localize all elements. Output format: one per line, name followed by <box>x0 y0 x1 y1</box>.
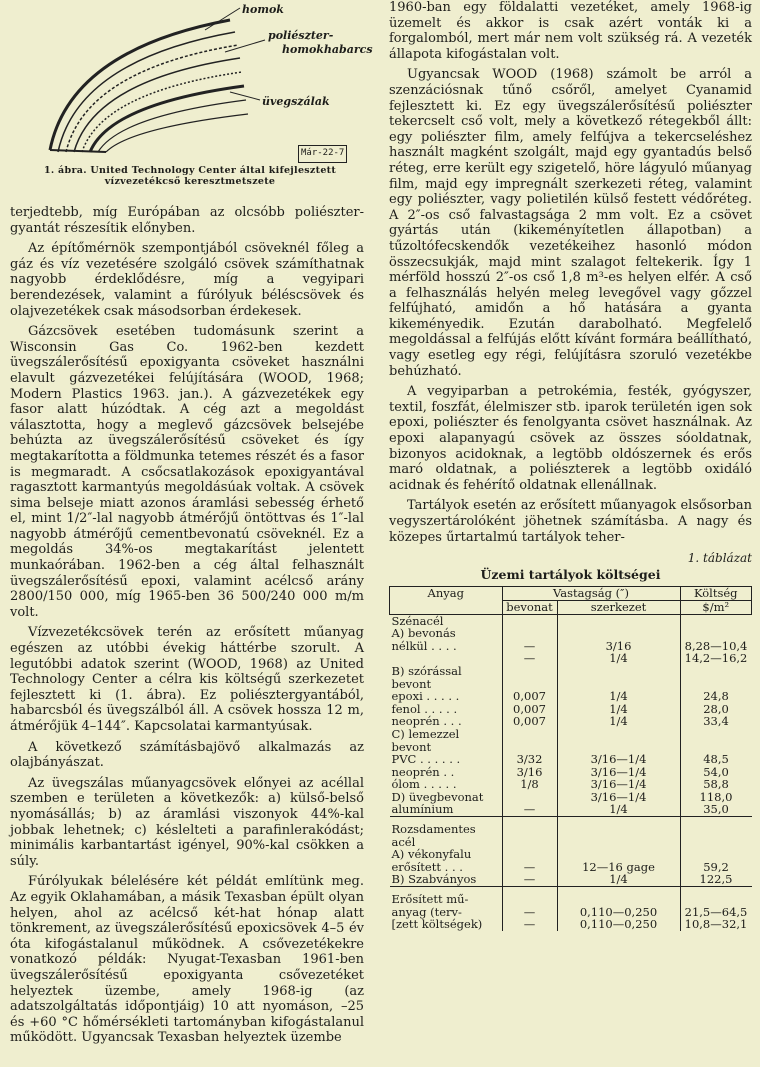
table-cell: Erősített mű- <box>390 887 503 906</box>
table-row <box>390 873 752 886</box>
figure-caption: 1. ábra. United Technology Center által kifejlesztett vízvezetékcső keresztmetszete <box>43 165 337 187</box>
table-row <box>390 753 752 766</box>
table-cell: 3/16—1/4 <box>557 778 680 791</box>
header-thickness: Vastagság (″) <box>502 587 680 601</box>
table-row <box>390 803 752 816</box>
table-cell: 118,0 <box>699 789 733 804</box>
table-cell: 122,5 <box>699 872 733 887</box>
table-cell: PVC . . . . . . <box>390 753 503 766</box>
table-row <box>390 778 752 791</box>
right-column <box>389 0 752 931</box>
table-cell: A) bevonás <box>390 627 503 640</box>
table-cell: 3/16—1/4 <box>557 766 680 779</box>
table-cell <box>680 627 752 640</box>
table-cell <box>502 614 557 627</box>
table-cell <box>680 848 752 861</box>
table-cell <box>680 614 752 627</box>
table-cell <box>502 728 557 741</box>
figure-label-sand: homok <box>242 3 284 16</box>
table-cell: — <box>502 906 557 919</box>
cost-table <box>389 586 752 930</box>
paragraph: Az üvegszálas műanyagcsövek előnyei az acéllal szemben e területen a következők: a) külső-belső nyomásállás; b) az áramlási viszonyok 44%-kal jobbak lehetnek; c) késlelteti a parafinlerakódást; minimális karbantartást igényel, 90%-kal csökken a súly. <box>10 775 364 869</box>
table-cell: 33,4 <box>703 714 729 729</box>
figure-label-polyester: poliészter- <box>268 29 334 42</box>
table-cell: — <box>502 873 557 886</box>
table-cell: 3/16—1/4 <box>557 753 680 766</box>
paragraph: Ugyancsak WOOD (1968) számolt be arról a szenzációsnak tűnő csőről, amelyet Cyanamid fejlesztett ki. Ez egy üvegszálerősítésű poliészter tekercselt cső volt, mely a következő rétegekből állt: egy poliészter film, amely felfújva a tekercseléshez használt magként szolgált, majd egy gyantadús belső réteg, erre került egy szigetelő, höre lágyuló műanyag film, majd egy impregnált szerkezeti réteg, valamint egy poliészter, vagy polietilén külső festett védőréteg. A 2″-os cső falvastagsága 2 mm volt. Ez a csövet gyártás után (kikeményítetlen állapotban) a tűzoltófecskendők vezetékeihez hasonló módon összecsukják, majd mint szalagot feltekerik. Így 1 mérföld hosszú 2″-os cső 1,8 m³-es helyen elfér. A cső a felhasználás helyén meleg levegővel vagy gőzzel felfújható, amidőn a hő hatására a gyanta kikeményedik. Ezután darabolható. Megfelelő megoldással a felfújás előtt kívánt formára beállítható, vagy esetleg egy régi, felújításra szoruló vezetékbe behúzható. <box>389 67 752 379</box>
table-cell: — <box>502 640 557 653</box>
table-cell: 14,2—16,2 <box>684 651 748 666</box>
table-body <box>390 614 752 931</box>
paragraph: Tartályok esetén az erősített műanyagok elsősorban vegyszertárolóként jöhetnek számításba. A nagy és közepes űrtartalmú tartályok teher- <box>389 498 752 545</box>
left-column <box>10 0 373 1051</box>
table-cell: 1/4 <box>557 703 680 716</box>
table-cell: 1/8 <box>502 778 557 791</box>
figure-label-mortar: homokhabarcs <box>282 43 373 56</box>
table-cell: B) Szabványos <box>390 873 503 886</box>
table-cell: acél <box>390 836 503 849</box>
table-title: Üzemi tartályok költségei <box>480 566 661 582</box>
table-cell <box>557 848 680 861</box>
table-cell: — <box>502 652 557 665</box>
table-cell <box>502 817 557 836</box>
table-row <box>390 690 752 703</box>
paragraph: Az építőmérnök szempontjából csöveknél főleg a gáz és víz vezetésére szolgáló csövek számíthatnak nagyobb érdeklődésre, míg a vegyipari berendezések, valamint a fúrólyuk béléscsövek és olajvezetékek csak másodsorban érdekesek. <box>10 241 364 319</box>
table-cell: fenol . . . . . <box>390 703 503 716</box>
table-cell: 10,8—32,1 <box>684 917 748 932</box>
paragraph: A következő számításbajövő alkalmazás az olajbányászat. <box>10 739 364 771</box>
table-cell: 3/16 <box>502 766 557 779</box>
table-cell: 3/32 <box>502 753 557 766</box>
table-cell: 3/16—1/4 <box>557 791 680 804</box>
pipe-cross-section-drawing <box>10 0 364 165</box>
table-cell: bevont <box>390 678 503 691</box>
table-cell <box>680 728 752 741</box>
table-cell <box>680 665 752 678</box>
table-cell: neoprén . . . <box>390 715 503 728</box>
table-cell: alumínium <box>390 803 503 816</box>
table-cell: 8,28—10,4 <box>684 638 748 653</box>
table-cell: bevont <box>390 741 503 754</box>
table-cell <box>680 836 752 849</box>
table-cell <box>502 836 557 849</box>
table-cell: 58,8 <box>703 777 729 792</box>
table-cell: C) lemezzel <box>390 728 503 741</box>
table-cell: 1/4 <box>557 715 680 728</box>
paragraph: Fúrólyukak bélelésére két példát említünk meg. Az egyik Oklahamában, a másik Texasban épült olyan helyen, ahol az acélcső két-hat hónap alatt tönkrement, az üvegszálerősítésű epoxicsövek 4–5 év óta kifogástalanul működnek. A csővezetékekre vonatkozó példák: Nyugat-Texasban 1961-ben üvegszálerősítésű epoxigyanta csővezetéket helyeztek üzembe, amely 1968-ig (az adatszolgáltatás időpontjáig) 10 att nyomáson, –25 és +60 °C hőmérsékleti tartományban kifogástalanul működött. Ugyancsak Texasban helyeztek üzembe <box>10 874 364 1046</box>
table-cell: 35,0 <box>703 802 729 817</box>
table-row <box>390 817 752 836</box>
paragraph: Gázcsövek esetében tudomásunk szerint a Wisconsin Gas Co. 1962-ben kezdett üvegszálerősítésű epoxigyanta csöveket használni elavult gázvezetékei felújítására (WOOD, 1968; Modern Plastics 1963. jan.). A gázvezetékek egy fasor alatt húzódtak. A cég azt a megoldást választotta, hogy a meglevő gázcsövek belsejébe behúzta az üvegszálerősítésű csöveket és így megtakarította a földmunka tetemes részét és a fasor is megmaradt. A csőcsatlakozások epoxigyantával ragasztott karmantyús megoldásúak voltak. A csövek sima belseje miatt azonos áramlási sebesség érhető el, mint 1/2″-lal nagyobb átmérőjű öntöttvas és 1″-lal nagyobb átmérőjű cementbevonatú csöveknél. Ez a megoldás 34%-os megtakarítást jelentett munkaórában. 1962-ben a cég által felhasznált üvegszálerősítésű epoxi, valamint acélcső arány 2800/150 000, míg 1965-ben 36 500/240 000 m/m volt. <box>10 324 364 620</box>
table-cell: nélkül . . . . <box>390 640 503 653</box>
table-cell: 1/4 <box>557 873 680 886</box>
figure-code: Már-22-7 <box>298 145 347 163</box>
table-cell <box>557 614 680 627</box>
header-unit: $/m² <box>680 600 752 614</box>
table-cell: 1/4 <box>557 652 680 665</box>
table-cell <box>502 665 557 678</box>
paragraph: Vízvezetékcsövek terén az erősített műanyag egészen az utóbbi évekig háttérbe szorult. A legutóbbi adatok szerint (WOOD, 1968) az United Technology Center a célra kis költségű szerkezetet fejlesztett ki (1. ábra). Ez poliésztergyantából, habarcsból és üvegszálból áll. A csövek hossza 12 m, átmérőjük 4–144″. Kapcsolatai karmantyúsak. <box>10 625 364 734</box>
table-cell: Rozsdamentes <box>390 817 503 836</box>
table-cell <box>557 817 680 836</box>
table-cell: — <box>502 803 557 816</box>
table-row <box>390 627 752 640</box>
table-number: 1. táblázat <box>687 551 752 566</box>
table-cell: 1/4 <box>557 803 680 816</box>
table-cell: erősített . . . <box>390 861 503 874</box>
table-cell: 0,110—0,250 <box>557 918 680 931</box>
table-cell <box>557 627 680 640</box>
table-cell: Szénacél <box>390 614 503 627</box>
table-cell <box>502 848 557 861</box>
table-cell <box>502 887 557 906</box>
header-cost: Költség <box>680 587 752 601</box>
figure-label-glassfiber: üvegszálak <box>262 95 330 108</box>
table-cell <box>680 817 752 836</box>
table-cell: 59,2 <box>703 859 729 874</box>
table-cell: epoxi . . . . . <box>390 690 503 703</box>
table-cell: anyag (terv- <box>390 906 503 919</box>
table-cell: 0,007 <box>502 690 557 703</box>
table-cell: 54,0 <box>703 764 729 779</box>
table-cell: — <box>502 918 557 931</box>
paragraph: 1960-ban egy földalatti vezetéket, amely 1968-ig üzemelt és akkor is csak azért vonták ki a forgalomból, mert már nem volt szükség rá. A vezeték állapota kifogástalan volt. <box>389 0 752 62</box>
table-row <box>390 848 752 861</box>
table-cell: A) vékonyfalu <box>390 848 503 861</box>
table-cell: 3/16 <box>557 640 680 653</box>
table-cell: 0,110—0,250 <box>557 906 680 919</box>
table-cell: — <box>502 861 557 874</box>
table-cell: 28,0 <box>703 701 729 716</box>
table-cell: 1/4 <box>557 690 680 703</box>
header-structure: szerkezet <box>557 600 680 614</box>
table-cell <box>680 887 752 906</box>
table-row <box>390 887 752 906</box>
paragraph: terjedtebb, míg Európában az olcsóbb poliészter-gyantát részesítik előnyben. <box>10 205 364 236</box>
table-row <box>390 665 752 678</box>
figure-1 <box>10 0 373 205</box>
table-cell <box>502 627 557 640</box>
table-cell: 24,8 <box>703 689 729 704</box>
table-cell: ólom . . . . . <box>390 778 503 791</box>
table-cell <box>557 836 680 849</box>
table-cell <box>557 887 680 906</box>
header-coating: bevonat <box>502 600 557 614</box>
table-row <box>390 728 752 741</box>
table-cell: B) szórással <box>390 665 503 678</box>
table-row <box>390 918 752 931</box>
table-cell: 12—16 gage <box>557 861 680 874</box>
table-cell: 0,007 <box>502 703 557 716</box>
table-cell: [zett költségek) <box>390 918 503 931</box>
paragraph: A vegyiparban a petrokémia, festék, gyógyszer, textil, foszfát, élelmiszer stb. iparok területén igen sok epoxi, poliészter és fenolgyanta csövet használnak. Az epoxi alapanyagú csövek az összes sóoldatnak, bizonyos acidoknak, a legtöbb oldószernek és erős maró oldatnak, a poliészterek a legtöbb oxidáló acidnak és fehérítő oldatnak ellenállnak. <box>389 384 752 493</box>
table-cell: D) üvegbevonat <box>390 791 503 804</box>
table-cell <box>557 665 680 678</box>
table-cell: neoprén . . <box>390 766 503 779</box>
table-cell <box>557 728 680 741</box>
header-material: Anyag <box>390 587 503 614</box>
table-cell: 21,5—64,5 <box>684 904 748 919</box>
table-cell: 0,007 <box>502 715 557 728</box>
table-cell: 48,5 <box>703 752 729 767</box>
